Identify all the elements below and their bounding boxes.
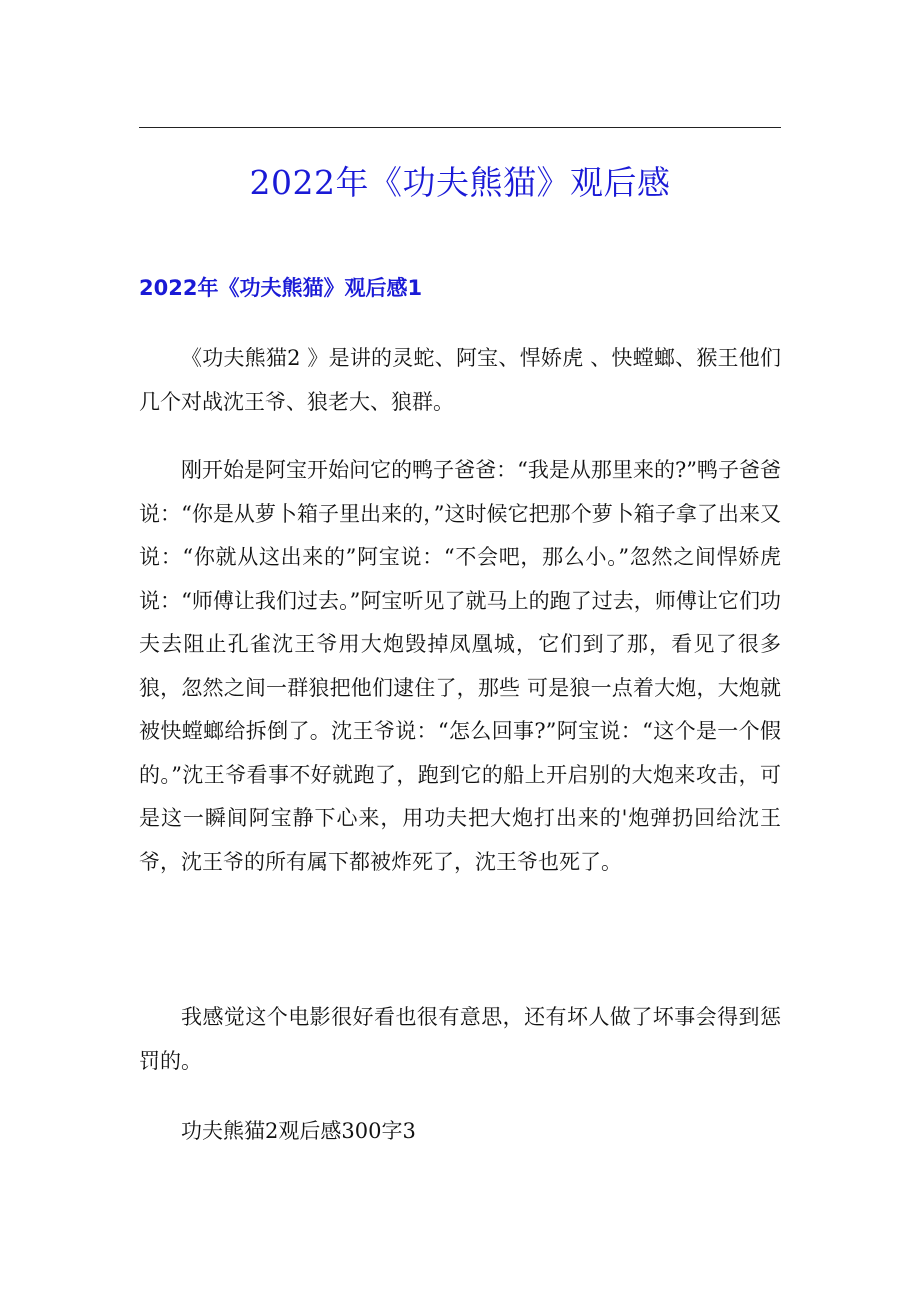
paragraph-3: 我感觉这个电影很好看也很有意思，还有坏人做了坏事会得到惩罚的。: [139, 1005, 781, 1073]
header-rule: [139, 127, 781, 128]
paragraph-2: 刚开始是阿宝开始问它的鸭子爸爸：“我是从那里来的?”鸭子爸爸说：“你是从萝卜箱子里出来的，”这时候它把那个萝卜箱子拿了出来又说：“你就从这出来的”阿宝说：“不会吧，那么小。”忽然之间悍娇虎说：“师傅让我们过去。”阿宝听见了就马上的跑了过去，师傅让它们功夫去阻止孔雀沈王爷用大炮毁掉凤凰城，它们到了那，看见了很多狼，忽然之间一群狼把他们逮住了，那些 可是狼一点着大炮，大炮就被快螳螂给拆倒了。沈王爷说：“怎么回事?”阿宝说：“这个是一个假的。”沈王爷看事不好就跑了，跑到它的船上开启别的大炮来攻击，可是这一瞬间阿宝静下心来，用功夫把大炮打出来的'炮弹扔回给沈王爷，沈王爷的所有属下都被炸死了，沈王爷也死了。: [139, 458, 781, 874]
paragraph-4: 功夫熊猫2观后感300字3: [181, 1119, 416, 1143]
paragraph-1: 《功夫熊猫2 》是讲的灵蛇、阿宝、悍娇虎 、快螳螂、猴王他们几个对战沈王爷、狼老大、狼群。: [139, 346, 781, 414]
section-heading: 2022年《功夫熊猫》观后感1: [139, 276, 423, 300]
document-title: 2022年《功夫熊猫》观后感: [249, 163, 671, 202]
